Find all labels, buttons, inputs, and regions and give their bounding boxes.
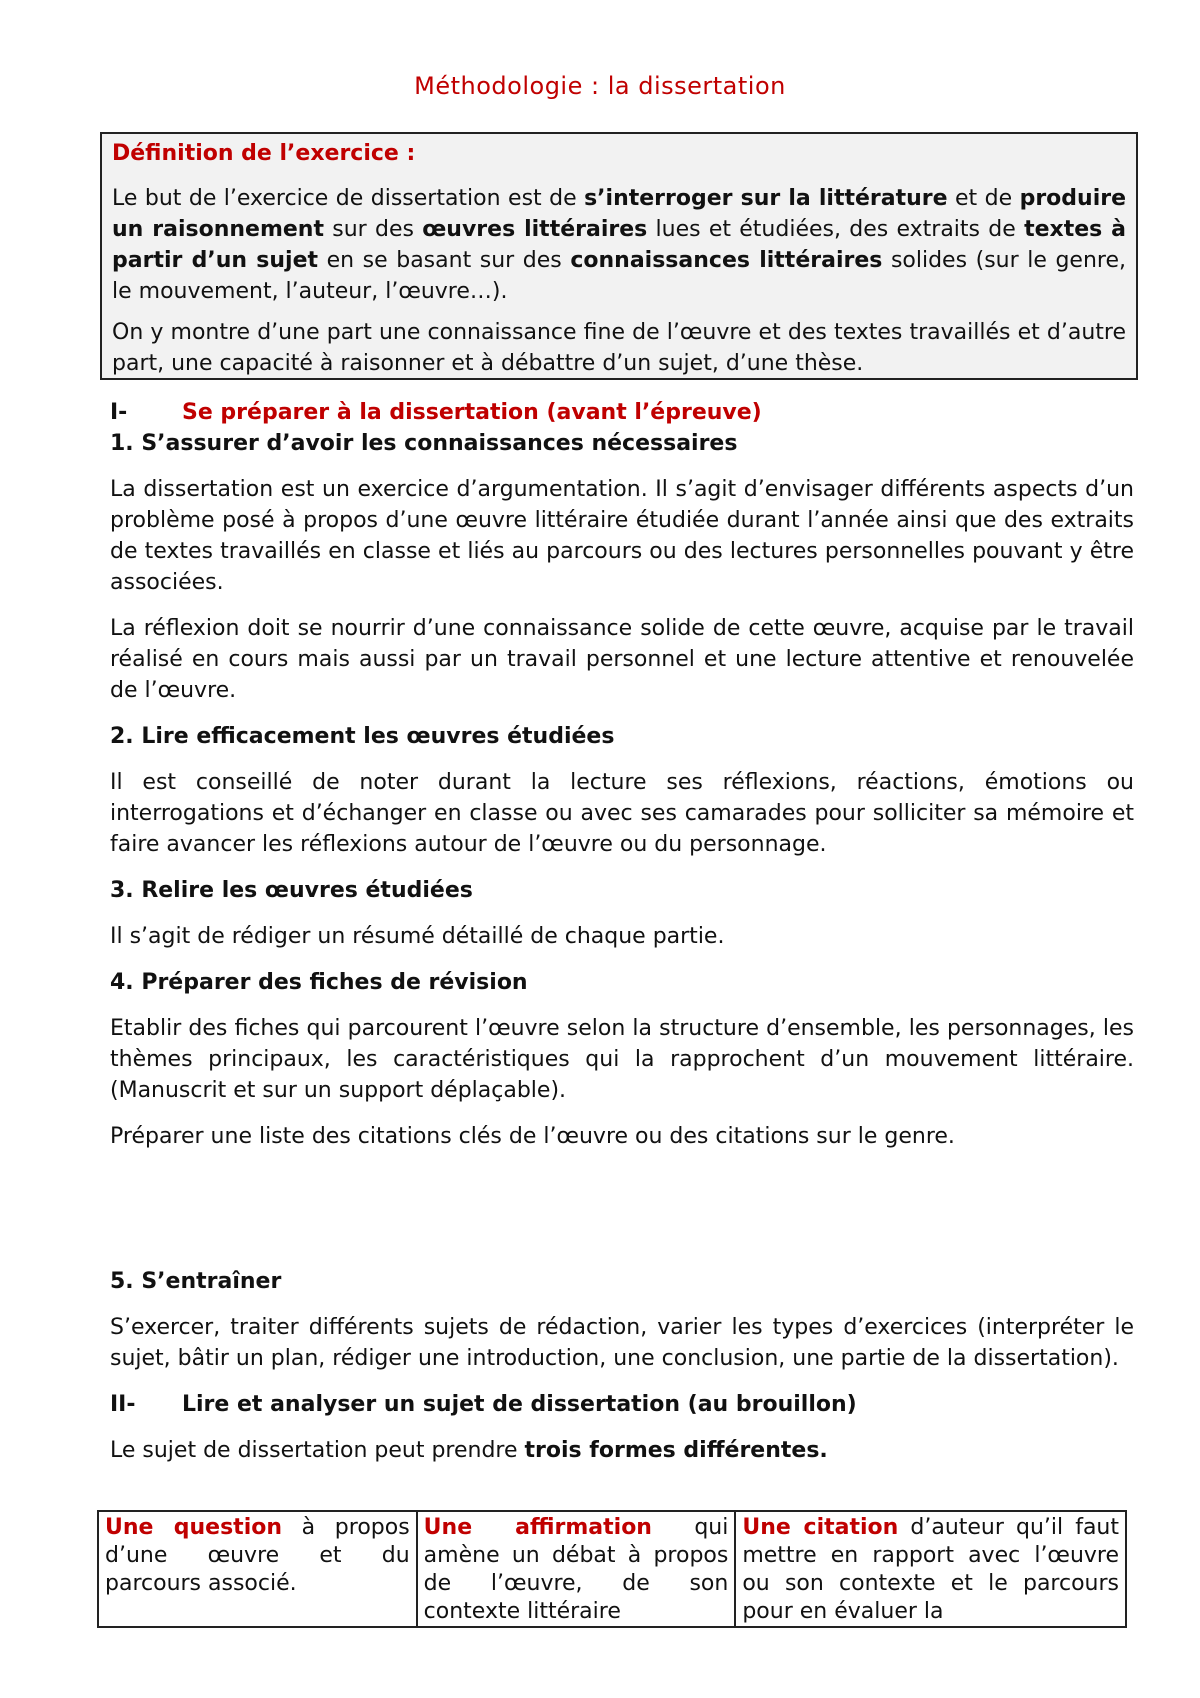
section-2-intro-text: Le sujet de dissertation peut prendre — [110, 1438, 525, 1463]
table-cell-question — [98, 1511, 417, 1627]
subsection-4-title: 4. Préparer des fiches de révision — [110, 970, 528, 995]
definition-p1-part: et de — [947, 186, 1020, 211]
definition-p1-part: textes à partir d’un sujet — [112, 217, 1127, 273]
section-2-intro-bold: trois formes différentes. — [524, 1438, 828, 1463]
subsection-1-title: 1. S’assurer d’avoir les connaissances nécessaires — [110, 431, 738, 456]
section-2-title: Lire et analyser un sujet de dissertation (au brouillon) — [182, 1392, 857, 1417]
page-title: Méthodologie : la dissertation — [414, 72, 786, 100]
subsection-4-paragraph-2: Préparer une liste des citations clés de l’œuvre ou des citations sur le genre. — [110, 1124, 955, 1149]
table-cell-affirmation — [417, 1511, 736, 1627]
form-key: Une citation — [742, 1515, 899, 1540]
subsection-1-paragraph-1: La dissertation est un exercice d’argumentation. Il s’agit d’envisager différents aspects d’un problème posé à propos d’une œuvre littéraire étudiée durant l’année ainsi que des extraits de textes travaillés en classe et liés au parcours ou des lectures personnelles pouvant y être associées. — [110, 477, 1134, 595]
form-description: d’auteur qu’il faut mettre en rapport avec l’œuvre ou son contexte et le parcours pour en évaluer la — [742, 1515, 1119, 1624]
definition-heading: Définition de l’exercice : — [112, 141, 416, 166]
subsection-1-paragraph-2: La réflexion doit se nourrir d’une connaissance solide de cette œuvre, acquise par le travail réalisé en cours mais aussi par un travail personnel et une lecture attentive et renouvelée de l’œuvre. — [110, 616, 1134, 703]
section-1-title: Se préparer à la dissertation (avant l’épreuve) — [182, 400, 762, 425]
definition-paragraph-2: On y montre d’une part une connaissance fine de l’œuvre et des textes travaillés et d’autre part, une capacité à raisonner et à débattre d’un sujet, d’une thèse. — [112, 320, 1126, 376]
form-description: qui amène un débat à propos de l’œuvre, de son contexte littéraire — [423, 1515, 729, 1624]
subsection-3-title: 3. Relire les œuvres étudiées — [110, 878, 473, 903]
form-key: Une question — [105, 1515, 283, 1540]
definition-p1-part: connaissances littéraires — [570, 248, 883, 273]
definition-p1-part: œuvres littéraires — [422, 217, 648, 242]
table-row — [98, 1511, 1126, 1627]
subsection-3-paragraph-1: Il s’agit de rédiger un résumé détaillé de chaque partie. — [110, 924, 725, 949]
subsection-4-paragraph-1: Etablir des fiches qui parcourent l’œuvre selon la structure d’ensemble, les personnages, les thèmes principaux, les caractéristiques qui la rapprochent d’un mouvement littéraire. (Manuscrit et sur un support déplaçable). — [110, 1016, 1134, 1103]
section-1-continued — [110, 1266, 1134, 1466]
section-2-intro — [110, 1435, 1134, 1466]
section-2-heading — [110, 1389, 1134, 1420]
table-cell-citation — [735, 1511, 1126, 1627]
section-2-number: II- — [110, 1392, 136, 1417]
definition-p1-part: sur des — [323, 217, 423, 242]
subsection-5-paragraph-1: S’exercer, traiter différents sujets de rédaction, varier les types d’exercices (interpréter le sujet, bâtir un plan, rédiger une introduction, une conclusion, une partie de la dissertation). — [110, 1315, 1134, 1371]
section-1-heading — [110, 397, 1134, 428]
section-1-number: I- — [110, 400, 128, 425]
definition-p1-part: lues et étudiées, des extraits de — [647, 217, 1025, 242]
definition-p1-part: Le but de l’exercice de dissertation est de — [112, 186, 585, 211]
subsection-2-title: 2. Lire efficacement les œuvres étudiées — [110, 724, 615, 749]
subsection-2-paragraph-1: Il est conseillé de noter durant la lecture ses réflexions, réactions, émotions ou interrogations et d’échanger en classe ou avec ses camarades pour solliciter sa mémoire et faire avancer les réflexions autour de l’œuvre ou du personnage. — [110, 770, 1134, 857]
form-description: à propos d’une œuvre et du parcours associé. — [105, 1515, 410, 1596]
form-key: Une affirmation — [423, 1515, 652, 1540]
definition-p1-part: solides (sur le genre, le mouvement, l’auteur, l’œuvre…). — [112, 248, 1127, 304]
definition-box — [100, 132, 1138, 380]
section-1 — [110, 397, 1134, 1152]
definition-p1-part: s’interroger sur la littérature — [584, 186, 948, 211]
definition-p1-part: produire un raisonnement — [112, 186, 1127, 242]
definition-paragraph-1 — [112, 183, 1126, 307]
definition-p1-part: en se basant sur des — [318, 248, 571, 273]
subsection-5-title: 5. S’entraîner — [110, 1269, 282, 1294]
subject-forms-table — [97, 1510, 1127, 1628]
